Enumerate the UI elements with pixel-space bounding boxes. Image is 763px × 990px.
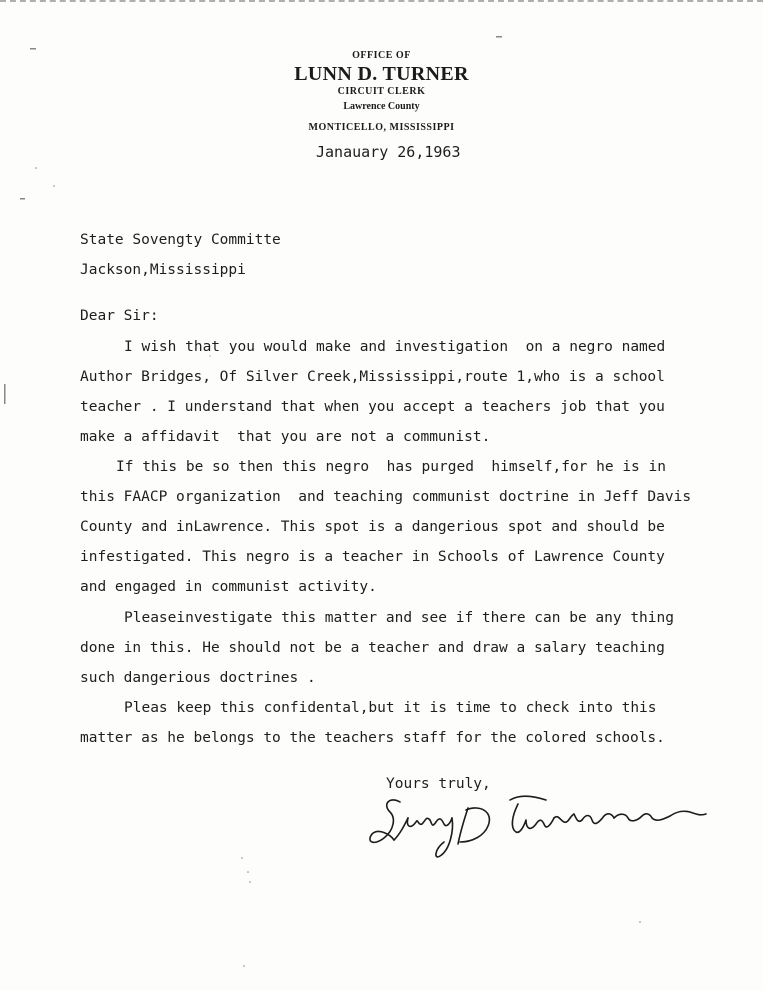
handwritten-signature xyxy=(360,790,720,865)
body-line: done in this. He should not be a teacher and draw a salary teaching xyxy=(80,640,665,656)
letterhead-name: LUNN D. TURNER xyxy=(294,63,469,85)
body-line: and engaged in communist activity. xyxy=(80,579,377,595)
body-line: infestigated. This negro is a teacher in Schools of Lawrence County xyxy=(80,549,665,565)
letterhead-city: MONTICELLO, MISSISSIPPI xyxy=(308,122,455,133)
body-line: If this be so then this negro has purged himself,for he is in xyxy=(116,459,666,475)
salutation: Dear Sir: xyxy=(80,308,159,324)
letterhead-county: Lawrence County xyxy=(343,101,420,112)
body-line: teacher . I understand that when you accept a teachers job that you xyxy=(80,399,665,415)
body-line: such dangerious doctrines . xyxy=(80,670,316,686)
perforated-edge xyxy=(0,0,763,8)
recipient-line-1: State Sovengty Committe xyxy=(80,232,281,248)
body-line: make a affidavit that you are not a communist. xyxy=(80,429,491,445)
recipient-line-2: Jackson,Mississippi xyxy=(80,262,246,278)
body-line: this FAACP organization and teaching communist doctrine in Jeff Davis xyxy=(80,489,692,505)
closing: Yours truly, xyxy=(386,776,491,792)
body-line: I wish that you would make and investigation on a negro named xyxy=(124,339,666,355)
body-line: Author Bridges, Of Silver Creek,Mississippi,route 1,who is a school xyxy=(80,369,665,385)
letterhead-title: CIRCUIT CLERK xyxy=(337,86,426,97)
body-line: Pleas keep this confidental,but it is time to check into this xyxy=(124,700,657,716)
letter-date: Janauary 26,1963 xyxy=(316,143,461,161)
body-line: Pleaseinvestigate this matter and see if there can be any thing xyxy=(124,610,674,626)
body-line: matter as he belongs to the teachers staff for the colored schools. xyxy=(80,730,665,746)
letterhead-office: OFFICE OF xyxy=(352,50,411,61)
body-line: County and inLawrence. This spot is a dangerious spot and should be xyxy=(80,519,665,535)
